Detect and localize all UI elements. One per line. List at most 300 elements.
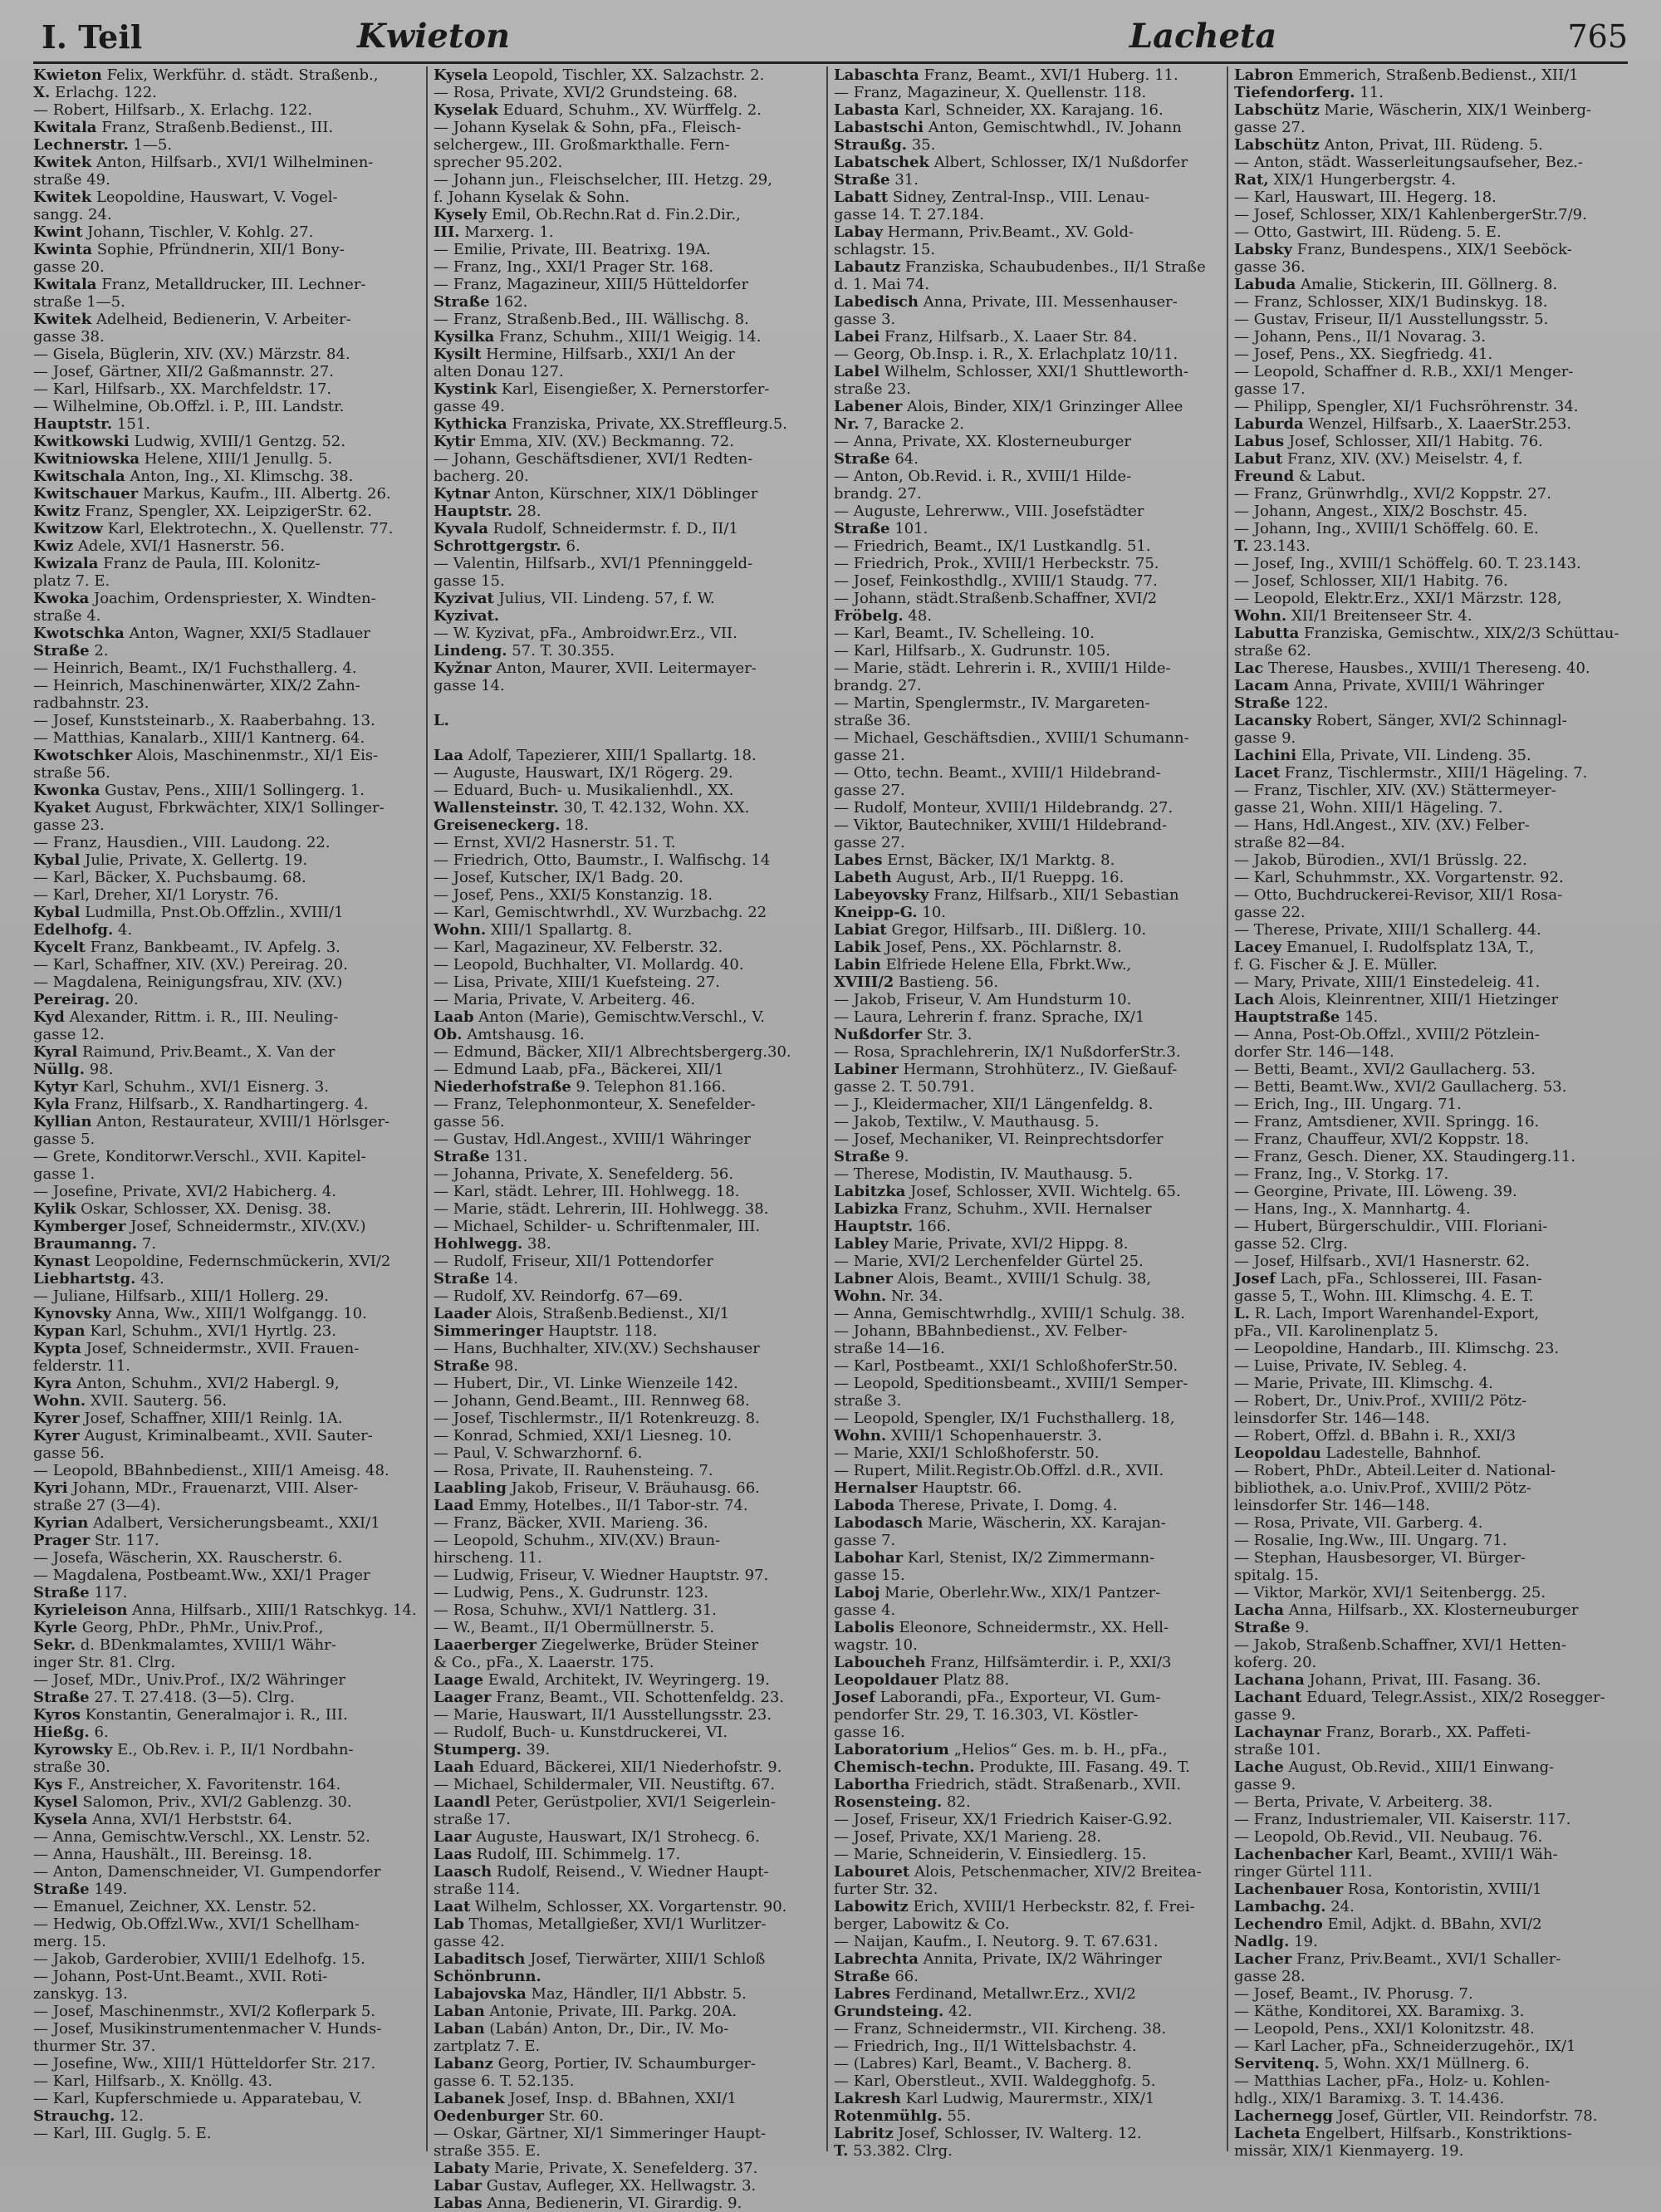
directory-entry-line: Labuda Amalie, Stickerin, III. Göllnerg. 8. <box>1234 276 1558 293</box>
directory-entry-line: brandg. 27. <box>834 485 922 503</box>
directory-entry-line: Straße 98. <box>434 1357 518 1375</box>
directory-entry-line: Lakresh Karl Ludwig, Maurermstr., XIX/1 <box>834 2090 1155 2107</box>
directory-entry-line: — Josefine, Ww., XIII/1 Hütteldorfer Str. 217. <box>33 2055 376 2072</box>
directory-entry-line: Kwotschka Anton, Wagner, XXI/5 Stadlauer <box>33 625 370 642</box>
directory-entry-line: — Edmund Laab, pFa., Bäckerei, XII/1 <box>434 1061 724 1078</box>
directory-entry-line: Lac Therese, Hausbes., XVIII/1 Thereseng. 40. <box>1234 660 1590 677</box>
directory-entry-line: — Josef, Friseur, XX/1 Friedrich Kaiser-G.92. <box>834 1811 1173 1828</box>
directory-entry-line: — Auguste, Hauswart, IX/1 Rögerg. 29. <box>434 764 733 782</box>
directory-entry-line: Lacet Franz, Tischlermstr., XIII/1 Hägeling. 7. <box>1234 764 1588 782</box>
directory-entry-line: Kymberger Josef, Schneidermstr., XIV.(XV.) <box>33 1218 366 1235</box>
directory-entry-line: — Josef, Maschinenmstr., XVI/2 Koflerpark 5. <box>33 2003 376 2020</box>
directory-entry-line: Kysel Salomon, Priv., XVI/2 Gablenzg. 30. <box>33 1793 352 1811</box>
part-label: I. Teil <box>42 18 143 56</box>
directory-entry-line: Labus Josef, Schlosser, XII/1 Habitg. 76. <box>1234 433 1543 450</box>
directory-entry-line: & Co., pFa., X. Laaerstr. 175. <box>434 1654 654 1671</box>
directory-entry-line: straße 27 (3—4). <box>33 1497 161 1514</box>
directory-entry-line: straße 14—16. <box>834 1340 945 1357</box>
directory-entry-line: — Franz, Amtsdiener, XVII. Springg. 16. <box>1234 1113 1540 1131</box>
directory-entry-line: Hauptstr. 151. <box>33 415 151 433</box>
directory-entry-line: straße 101. <box>1234 1741 1321 1758</box>
directory-entry-line: Kyros Konstantin, Generalmajor i. R., III. <box>33 1706 348 1724</box>
directory-entry-line: T. 53.382. Clrg. <box>834 2142 953 2160</box>
directory-entry-line: Liebhartstg. 43. <box>33 1270 164 1287</box>
guide-word-left: Kwieton <box>357 17 511 56</box>
directory-entry-line: — Josef, Private, XX/1 Marieng. 28. <box>834 1828 1102 1846</box>
directory-entry-line: — Heinrich, Maschinenwärter, XIX/2 Zahn- <box>33 677 360 694</box>
directory-entry-line: Wallensteinstr. 30, T. 42.132, Wohn. XX. <box>434 799 750 817</box>
directory-entry-line: — Jakob, Garderobier, XVIII/1 Edelhofg. 15. <box>33 1950 365 1968</box>
directory-entry-line: Straße 162. <box>434 293 528 311</box>
directory-entry-line: — Marie, Hauswart, II/1 Ausstellungsstr. 23. <box>434 1706 772 1724</box>
directory-entry-line: Straße 31. <box>834 171 919 189</box>
directory-entry-line: Wohn. XVIII/1 Schopenhauerstr. 3. <box>834 1427 1102 1444</box>
directory-entry-line: — Hubert, Dir., VI. Linke Wienzeile 142. <box>434 1375 738 1392</box>
directory-entry-line: Lindeng. 57. T. 30.355. <box>434 642 615 660</box>
directory-entry-line: Leopoldau Ladestelle, Bahnhof. <box>1234 1444 1482 1462</box>
directory-entry-line: — Franz, Ing., XXI/1 Prager Str. 168. <box>434 258 714 276</box>
directory-entry-line: — Karl, Postbeamt., XXI/1 SchloßhoferStr.50. <box>834 1357 1178 1375</box>
directory-entry-line: Kystink Karl, Eisengießer, X. Pernerstorfer- <box>434 380 770 398</box>
directory-entry-line: straße 36. <box>834 712 911 729</box>
directory-entry-line: ringer Gürtel 111. <box>1234 1863 1373 1881</box>
directory-entry-line: Nr. 7, Baracke 2. <box>834 415 965 433</box>
directory-entry-line: gasse 5. <box>33 1131 96 1148</box>
directory-entry-line: — Otto, techn. Beamt., XVIII/1 Hildebrand- <box>834 764 1161 782</box>
directory-entry-line: — Leopold, Buchhalter, VI. Mollardg. 40. <box>434 956 744 974</box>
directory-entry-line: — Rupert, Milit.Registr.Ob.Offzl. d.R., XVII. <box>834 1462 1164 1479</box>
directory-entry-line: selchergew., III. Großmarkthalle. Fern- <box>434 136 730 154</box>
directory-entry-line: — Karl, Hilfsarb., XX. Marchfeldstr. 17. <box>33 380 332 398</box>
directory-entry-line: — Johann, Angest., XIX/2 Boschstr. 45. <box>1234 503 1528 520</box>
directory-entry-line: straße 56. <box>33 764 110 782</box>
directory-entry-line: — Franz, Hausdien., VIII. Laudong. 22. <box>33 834 331 851</box>
directory-entry-line: Kysela Anna, XVI/1 Herbststr. 64. <box>33 1811 292 1828</box>
directory-entry-line: Labautz Franziska, Schaubudenbes., II/1 Straße <box>834 258 1206 276</box>
directory-entry-line: gasse 20. <box>33 258 105 276</box>
directory-entry-line: — W. Kyzivat, pFa., Ambroidwr.Erz., VII. <box>434 625 737 642</box>
directory-entry-line: Nußdorfer Str. 3. <box>834 1026 973 1043</box>
directory-entry-line: Hohlwegg. 38. <box>434 1235 551 1253</box>
directory-entry-line: — Viktor, Bautechniker, XVIII/1 Hildebrand- <box>834 817 1168 834</box>
directory-entry-line: — Rosa, Schuhw., XVI/1 Nattlerg. 31. <box>434 1601 717 1619</box>
directory-entry-line: Wohn. XVII. Sauterg. 56. <box>33 1392 228 1410</box>
directory-entry-line: Lachenbacher Karl, Beamt., XVIII/1 Wäh- <box>1234 1846 1558 1863</box>
directory-entry-line: — Otto, Gastwirt, III. Rüdeng. 5. E. <box>1234 223 1502 241</box>
directory-entry-line: — Martin, Spenglermstr., IV. Margareten- <box>834 694 1150 712</box>
directory-entry-line: — Josef, Kunststeinarb., X. Raaberbahng. 13. <box>33 712 375 729</box>
directory-entry-line: gasse 27. <box>834 782 905 799</box>
directory-entry-line: — Franz, Bäcker, XVII. Marieng. 36. <box>434 1514 708 1532</box>
directory-entry-line: Lab Thomas, Metallgießer, XVI/1 Wurlitzer- <box>434 1915 767 1933</box>
directory-entry-line: Laah Eduard, Bäckerei, XII/1 Niederhofstr. 9. <box>434 1758 782 1776</box>
directory-entry-line: Straße 66. <box>834 1968 919 1985</box>
directory-entry-line: Hießg. 6. <box>33 1724 109 1741</box>
directory-entry-line: Oedenburger Str. 60. <box>434 2107 604 2125</box>
directory-entry-line: Straße 149. <box>33 1881 128 1898</box>
directory-entry-line: Laage Ewald, Architekt, IV. Weyringerg. 19. <box>434 1671 770 1689</box>
header-rule <box>33 61 1628 64</box>
directory-entry-line: wagstr. 10. <box>834 1636 918 1654</box>
directory-entry-line: Labouret Alois, Petschenmacher, XIV/2 Breitea- <box>834 1863 1202 1881</box>
directory-entry-line: Straße 64. <box>834 450 919 468</box>
directory-entry-line: radbahnstr. 23. <box>33 694 149 712</box>
directory-entry-line: schlagstr. 15. <box>834 241 936 258</box>
directory-entry-line: gasse 3. <box>834 311 896 328</box>
directory-entry-line: Laboratorium „Helios“ Ges. m. b. H., pFa., <box>834 1741 1168 1758</box>
directory-entry-line: gasse 2. T. 50.791. <box>834 1078 975 1096</box>
directory-entry-line: Labitzka Josef, Schlosser, XVII. Wichtelg. 65. <box>834 1183 1181 1200</box>
directory-entry-line: — Rosa, Private, II. Rauhensteing. 7. <box>434 1462 713 1479</box>
directory-entry-line: — Johann jun., Fleischselcher, III. Hetzg. 29, <box>434 171 772 189</box>
directory-entry-line: Kwitala Franz, Metalldrucker, III. Lechner- <box>33 276 366 293</box>
directory-entry-line: — Stephan, Hausbesorger, VI. Bürger- <box>1234 1549 1526 1567</box>
directory-entry-line: — Josef, MDr., Univ.Prof., IX/2 Währinger <box>33 1671 345 1689</box>
directory-entry-line: Kwitniowska Helene, XIII/1 Jenullg. 5. <box>33 450 333 468</box>
directory-entry-line: Labay Hermann, Priv.Beamt., XV. Gold- <box>834 223 1134 241</box>
directory-entry-line: Kyrian Adalbert, Versicherungsbeamt., XXI/1 <box>33 1514 380 1532</box>
directory-entry-line: Prager Str. 117. <box>33 1532 159 1549</box>
directory-entry-line: Kyvala Rudolf, Schneidermstr. f. D., II/1 <box>434 520 738 537</box>
directory-entry-line: — Marie, XXI/1 Schloßhoferstr. 50. <box>834 1444 1100 1462</box>
directory-entry-line: Kneipp-G. 10. <box>834 904 947 921</box>
directory-entry-line: — Karl, Hauswart, III. Hegerg. 18. <box>1234 189 1497 206</box>
directory-entry-line: zanskyg. 13. <box>33 1985 128 2003</box>
directory-entry-line: — Johanna, Private, X. Senefelderg. 56. <box>434 1165 734 1183</box>
directory-entry-line: — Josef, Mechaniker, VI. Reinprechtsdorfer <box>834 1131 1164 1148</box>
directory-entry-line: Kwitek Anton, Hilfsarb., XVI/1 Wilhelminen- <box>33 154 374 171</box>
directory-entry-line: gasse 21, Wohn. XIII/1 Hägeling. 7. <box>1234 799 1503 817</box>
column-4 <box>1234 66 1620 2160</box>
directory-entry-line: Chemisch-techn. Produkte, III. Fasang. 49. T. <box>834 1758 1190 1776</box>
directory-entry-line: Nadlg. 19. <box>1234 1933 1318 1950</box>
directory-entry-line: Laaerberger Ziegelwerke, Brüder Steiner <box>434 1636 758 1654</box>
directory-entry-line: — Käthe, Konditorei, XX. Baramixg. 3. <box>1234 2003 1525 2020</box>
directory-entry-line: platz 7. E. <box>33 572 110 590</box>
directory-entry-line: — Oskar, Gärtner, XI/1 Simmeringer Haupt- <box>434 2125 767 2142</box>
directory-entry-line: gasse 22. <box>1234 904 1306 921</box>
directory-entry-line: Lacey Emanuel, I. Rudolfsplatz 13A, T., <box>1234 939 1535 956</box>
directory-entry-line: — Emilie, Private, III. Beatrixg. 19A. <box>434 241 711 258</box>
directory-entry-line: Labas Anna, Bedienerin, VI. Girardig. 9. <box>434 2195 742 2212</box>
directory-entry-line: Kwinta Sophie, Pfründnerin, XII/1 Bony- <box>33 241 345 258</box>
directory-entry-line: Nüllg. 98. <box>33 1061 114 1078</box>
directory-entry-line: — Betti, Beamt., XVI/2 Gaullacherg. 53. <box>1234 1061 1536 1078</box>
directory-entry-line: — Johann, Gend.Beamt., III. Rennweg 68. <box>434 1392 750 1410</box>
directory-entry-line: gasse 52. Clrg. <box>1234 1235 1348 1253</box>
directory-entry-line: — Karl, Kupferschmiede u. Apparatebau, V. <box>33 2090 362 2107</box>
directory-entry-line: Laat Wilhelm, Schlosser, XX. Vorgartenstr. 90. <box>434 1898 787 1915</box>
directory-entry-line: Kwitz Franz, Spengler, XX. LeipzigerStr. 62. <box>33 503 372 520</box>
directory-entry-line: — Laura, Lehrerin f. franz. Sprache, IX/1 <box>834 1008 1145 1026</box>
directory-entry-line: Labutta Franziska, Gemischtw., XIX/2/3 Schüttau- <box>1234 625 1619 642</box>
directory-entry-line: — Leopold, Pens., XXI/1 Kolonitzstr. 48. <box>1234 2020 1535 2038</box>
directory-entry-line: — Rosa, Sprachlehrerin, IX/1 NußdorferStr.3. <box>834 1043 1181 1061</box>
directory-entry-line: Lachaynar Franz, Borarb., XX. Paffeti- <box>1234 1724 1531 1741</box>
directory-entry-line: leinsdorfer Str. 146—148. <box>1234 1410 1430 1427</box>
directory-entry-line: Kwieton Felix, Werkführ. d. städt. Straßenb., <box>33 66 379 84</box>
directory-entry-line: Straße 2. <box>33 642 109 660</box>
directory-entry-line: Labaschta Franz, Beamt., XVI/1 Huberg. 11. <box>834 66 1178 84</box>
directory-entry-line: straße 49. <box>33 171 110 189</box>
directory-entry-line: — Josef, Pens., XXI/5 Konstanzig. 18. <box>434 886 713 904</box>
directory-entry-line: Labley Marie, Private, XVI/2 Hippg. 8. <box>834 1235 1129 1253</box>
directory-entry-line: gasse 36. <box>1234 258 1306 276</box>
directory-entry-line: Lachernegg Josef, Gürtler, VII. Reindorfstr. 78. <box>1234 2107 1598 2125</box>
directory-entry-line: — Rudolf, Monteur, XVIII/1 Hildebrandg. 27. <box>834 799 1173 817</box>
directory-entry-line: — Josef, Schlosser, XIX/1 KahlenbergerStr.7/9. <box>1234 206 1587 223</box>
directory-entry-line: — Friedrich, Otto, Baumstr., I. Walfischg. 14 <box>434 851 771 869</box>
directory-entry-line: — Friedrich, Beamt., IX/1 Lustkandlg. 51. <box>834 537 1151 555</box>
directory-entry-line: Kwitzow Karl, Elektrotechn., X. Quellenstr. 77. <box>33 520 394 537</box>
directory-entry-line: straße 1—5. <box>33 293 125 311</box>
directory-entry-line: Kwitschala Anton, Ing., XI. Klimschg. 38. <box>33 468 354 485</box>
directory-entry-line: — Robert, Hilfsarb., X. Erlachg. 122. <box>33 101 312 119</box>
directory-entry-line: Labrechta Annita, Private, IX/2 Währinger <box>834 1950 1162 1968</box>
directory-entry-line: — Leopold, Spengler, IX/1 Fuchsthallerg. 18, <box>834 1410 1175 1427</box>
directory-entry-line: — Josefine, Private, XVI/2 Habicherg. 4. <box>33 1183 337 1200</box>
directory-entry-line: — Anton, Damenschneider, VI. Gumpendorfer <box>33 1863 381 1881</box>
directory-entry-line: gasse 17. <box>1234 380 1306 398</box>
directory-entry-line: Labodasch Marie, Wäscherin, XX. Karajan- <box>834 1514 1166 1532</box>
directory-entry-line: — Ernst, XVI/2 Hasnerstr. 51. T. <box>434 834 676 851</box>
directory-entry-line: Labajovska Maz, Händler, II/1 Abbstr. 5. <box>434 1985 747 2003</box>
directory-entry-line: Kwitek Adelheid, Bedienerin, V. Arbeiter- <box>33 311 351 328</box>
directory-entry-line: Laager Franz, Beamt., VII. Schottenfeldg. 23. <box>434 1689 785 1706</box>
directory-entry-line: — Josef, Gärtner, XII/2 Gaßmannstr. 27. <box>33 363 334 380</box>
directory-entry-line: — Franz, Magazineur, XIII/5 Hütteldorfer <box>434 276 749 293</box>
directory-entry-line: — (Labres) Karl, Beamt., V. Bacherg. 8. <box>834 2055 1132 2072</box>
directory-entry-line: hirscheng. 11. <box>434 1549 542 1567</box>
directory-entry-line: — Leopold, Schuhm., XIV.(XV.) Braun- <box>434 1532 721 1549</box>
directory-entry-line: — Leopold, Elektr.Erz., XXI/1 Märzstr. 128, <box>1234 590 1562 607</box>
directory-entry-line: Kythicka Franziska, Private, XX.Streffleurg.5. <box>434 415 788 433</box>
directory-entry-line: — J., Kleidermacher, XII/1 Längenfeldg. 8. <box>834 1096 1154 1113</box>
directory-entry-line: Kyral Raimund, Priv.Beamt., X. Van der <box>33 1043 336 1061</box>
column-3 <box>834 66 1220 2160</box>
directory-entry-line: Laad Emmy, Hotelbes., II/1 Tabor-str. 74. <box>434 1497 748 1514</box>
directory-entry-line: Braumanng. 7. <box>33 1235 157 1253</box>
directory-entry-line: — Auguste, Lehrerww., VIII. Josefstädter <box>834 503 1144 520</box>
directory-entry-line: — Naijan, Kaufm., I. Neutorg. 9. T. 67.631. <box>834 1933 1159 1950</box>
directory-entry-line: Stumperg. 39. <box>434 1741 551 1758</box>
column-divider <box>426 66 428 2151</box>
directory-entry-line: X. Erlachg. 122. <box>33 84 157 101</box>
directory-entry-line: — Franz, Schneidermstr., VII. Kircheng. 38. <box>834 2020 1167 2038</box>
directory-entry-line: straße 62. <box>1234 642 1311 660</box>
directory-entry-line: — Georgine, Private, III. Löweng. 39. <box>1234 1183 1517 1200</box>
directory-entry-line: — Anna, Haushält., III. Bereinsg. 18. <box>33 1846 312 1863</box>
column-2 <box>434 66 820 2212</box>
directory-entry-line: Laandl Peter, Gerüstpolier, XVI/1 Seigerlein- <box>434 1793 776 1811</box>
directory-entry-line: — Jakob, Bürodien., XVI/1 Brüsslg. 22. <box>1234 851 1527 869</box>
directory-entry-line: Laar Auguste, Hauswart, IX/1 Strohecg. 6. <box>434 1828 760 1846</box>
directory-entry-line: Kyrer August, Kriminalbeamt., XVII. Sauter- <box>33 1427 373 1444</box>
directory-entry-line: — Karl, Hilfsarb., X. Gudrunstr. 105. <box>834 642 1110 660</box>
directory-entry-line: Laab Anton (Marie), Gemischtw.Verschl., V. <box>434 1008 765 1026</box>
directory-entry-line: Kwint Johann, Tischler, V. Kohlg. 27. <box>33 223 314 241</box>
columns-container <box>33 66 1628 2212</box>
directory-entry-line: — Viktor, Markör, XVI/1 Seitenbergg. 25. <box>1234 1584 1546 1601</box>
directory-entry-line: — Friedrich, Ing., II/1 Wittelsbachstr. 4. <box>834 2038 1137 2055</box>
directory-entry-line: — Magdalena, Reinigungsfrau, XIV. (XV.) <box>33 974 343 991</box>
directory-entry-line: dorfer Str. 146—148. <box>1234 1043 1394 1061</box>
directory-entry-line: — Leopold, BBahnbedienst., XIII/1 Ameisg. 48. <box>33 1462 390 1479</box>
directory-entry-line: — Marie, Schneiderin, V. Einsiedlerg. 15. <box>834 1846 1147 1863</box>
directory-entry-line: Laboda Therese, Private, I. Domg. 4. <box>834 1497 1118 1514</box>
directory-entry-line: — Anna, Gemischtw.Verschl., XX. Lenstr. 52. <box>33 1828 370 1846</box>
directory-entry-line: Kysela Leopold, Tischler, XX. Salzachstr. 2. <box>434 66 765 84</box>
directory-entry-line: pFa., VII. Karolinenplatz 5. <box>1234 1322 1438 1340</box>
directory-entry-line: Kyzivat. <box>434 607 500 625</box>
directory-entry-line <box>434 694 820 712</box>
directory-entry-line: Kyd Alexander, Rittm. i. R., III. Neuling- <box>33 1008 339 1026</box>
directory-entry-line: Labizka Franz, Schuhm., XVII. Hernalser <box>834 1200 1152 1218</box>
directory-entry-line: — Matthias Lacher, pFa., Holz- u. Kohlen- <box>1234 2072 1551 2090</box>
directory-entry-line: — Rudolf, XV. Reindorfg. 67—69. <box>434 1287 684 1305</box>
directory-entry-line: Kwizala Franz de Paula, III. Kolonitz- <box>33 555 321 572</box>
directory-entry-line: Rotenmühlg. 55. <box>834 2107 972 2125</box>
directory-entry-line: alten Donau 127. <box>434 363 564 380</box>
directory-entry-line: Labedisch Anna, Private, III. Messenhauser- <box>834 293 1178 311</box>
directory-entry-line: — Michael, Geschäftsdien., XVIII/1 Schumann- <box>834 729 1189 747</box>
directory-entry-line: Kybal Julie, Private, X. Gellertg. 19. <box>33 851 308 869</box>
directory-entry-line: Servitenq. 5, Wohn. XX/1 Müllnerg. 6. <box>1234 2055 1530 2072</box>
directory-entry-line: Labschütz Marie, Wäscherin, XIX/1 Weinberg- <box>1234 101 1592 119</box>
directory-entry-line: bibliothek, a.o. Univ.Prof., XVIII/2 Pötz- <box>1234 1479 1531 1497</box>
directory-entry-line: Kwiz Adele, XVI/1 Hasnerstr. 56. <box>33 537 285 555</box>
directory-entry-line: — Rudolf, Friseur, XII/1 Pottendorfer <box>434 1253 713 1270</box>
directory-entry-line: Lacheta Engelbert, Hilfsarb., Konstriktions- <box>1234 2125 1572 2142</box>
directory-entry-line: Kyžnar Anton, Maurer, XVII. Leitermayer- <box>434 660 757 677</box>
directory-entry-line: Straße 14. <box>434 1270 518 1287</box>
directory-entry-line: — Rudolf, Buch- u. Kunstdruckerei, VI. <box>434 1724 728 1741</box>
directory-entry-line: — Johann, Geschäftsdiener, XVI/1 Redten- <box>434 450 753 468</box>
directory-entry-line: merg. 15. <box>33 1933 106 1950</box>
directory-entry-line: Labei Franz, Hilfsarb., X. Laaer Str. 84. <box>834 328 1138 346</box>
directory-entry-line: Labeyovsky Franz, Hilfsarb., XII/1 Sebastian <box>834 886 1179 904</box>
directory-entry-line: Kyselak Eduard, Schuhm., XV. Würffelg. 2. <box>434 101 762 119</box>
directory-entry-line: — Emanuel, Zeichner, XX. Lenstr. 52. <box>33 1898 317 1915</box>
directory-entry-line: gasse 56. <box>434 1113 505 1131</box>
directory-entry-line: straße 17. <box>434 1811 511 1828</box>
directory-entry-line: — Josefa, Wäscherin, XX. Rauscherstr. 6. <box>33 1549 343 1567</box>
directory-entry-line: Kwitschauer Markus, Kaufm., III. Albertg. 26. <box>33 485 391 503</box>
directory-entry-line: straße 23. <box>834 380 911 398</box>
directory-entry-line: — Josef, Schlosser, XII/1 Habitg. 76. <box>1234 572 1508 590</box>
directory-entry-line: Kynast Leopoldine, Federnschmückerin, XVI/2 <box>33 1253 391 1270</box>
directory-entry-line: Labron Emmerich, Straßenb.Bedienst., XII/1 <box>1234 66 1579 84</box>
directory-entry-line: gasse 23. <box>33 817 105 834</box>
directory-entry-line: Labeth August, Arb., II/1 Rueppg. 16. <box>834 869 1124 886</box>
directory-entry-line: Straße 101. <box>834 520 928 537</box>
directory-entry-line: Labiat Gregor, Hilfsarb., III. Dißlerg. 10. <box>834 921 1147 939</box>
directory-entry-line: — Johann, Ing., XVIII/1 Schöffelg. 60. E. <box>1234 520 1539 537</box>
directory-entry-line: Straße 27. T. 27.418. (3—5). Clrg. <box>33 1689 295 1706</box>
directory-entry-line: Kyri Johann, MDr., Frauenarzt, VIII. Alser- <box>33 1479 359 1497</box>
directory-entry-line: Schönbrunn. <box>434 1968 541 1985</box>
directory-entry-line: Labortha Friedrich, städt. Straßenarb., XVII. <box>834 1776 1182 1793</box>
directory-entry-line: Labanek Josef, Insp. d. BBahnen, XXI/1 <box>434 2090 737 2107</box>
page-header <box>25 12 1636 58</box>
directory-entry-line: gasse 9. <box>1234 729 1296 747</box>
directory-entry-line: — Karl, Oberstleut., XVII. Waldegghofg. 5. <box>834 2072 1156 2090</box>
directory-entry-line: — Anna, Private, XX. Klosterneuburger <box>834 433 1131 450</box>
directory-entry-line: Labes Ernst, Bäcker, IX/1 Marktg. 8. <box>834 851 1115 869</box>
directory-entry-line: Laban Antonie, Private, III. Parkg. 20A. <box>434 2003 737 2020</box>
directory-entry-line: Labin Elfriede Helene Ella, Fbrkt.Ww., <box>834 956 1132 974</box>
directory-entry-line: Labres Ferdinand, Metallwr.Erz., XVI/2 <box>834 1985 1136 2003</box>
directory-entry-line: gasse 42. <box>434 1933 505 1950</box>
directory-entry-line: — Maria, Private, V. Arbeiterg. 46. <box>434 991 696 1008</box>
directory-entry-line: Straße 122. <box>1234 694 1329 712</box>
directory-entry-line: — Heinrich, Beamt., IX/1 Fuchsthallerg. 4. <box>33 660 357 677</box>
directory-entry-line: Kyzivat Julius, VII. Lindeng. 57, f. W. <box>434 590 715 607</box>
directory-entry-line: Lacansky Robert, Sänger, XVI/2 Schinnagl- <box>1234 712 1567 729</box>
directory-entry-line: Hauptstraße 145. <box>1234 1008 1379 1026</box>
directory-entry-line: Lache August, Ob.Revid., XIII/1 Einwang- <box>1234 1758 1555 1776</box>
directory-entry-line: Lambachg. 24. <box>1234 1898 1355 1915</box>
directory-entry-line: — Karl, Beamt., IV. Schelleing. 10. <box>834 625 1095 642</box>
directory-entry-line: gasse 7. <box>834 1532 896 1549</box>
directory-entry-line: Pereirag. 20. <box>33 991 139 1008</box>
directory-entry-line: straße 82—84. <box>1234 834 1345 851</box>
directory-entry-line: — Magdalena, Postbeamt.Ww., XXI/1 Prager <box>33 1567 370 1584</box>
directory-entry-line: — Lisa, Private, XIII/1 Kuefsteing. 27. <box>434 974 720 991</box>
directory-entry-line: — Josef, Feinkosthdlg., XVIII/1 Staudg. 77. <box>834 572 1158 590</box>
directory-entry-line: Lachant Eduard, Telegr.Assist., XIX/2 Rosegger- <box>1234 1689 1605 1706</box>
directory-entry-line: Labsky Franz, Bundespens., XIX/1 Seeböck- <box>1234 241 1572 258</box>
directory-entry-line: gasse 9. <box>1234 1776 1296 1793</box>
directory-entry-line: Rosensteing. 82. <box>834 1793 971 1811</box>
directory-entry-line: — Mary, Private, XIII/1 Einstedeleig. 41. <box>1234 974 1541 991</box>
directory-entry-line: Kwitala Franz, Straßenb.Bedienst., III. <box>33 119 334 136</box>
directory-entry-line: Lachana Johann, Privat, III. Fasang. 36. <box>1234 1671 1541 1689</box>
directory-entry-line: T. 23.143. <box>1234 537 1311 555</box>
directory-entry-line: — Karl, III. Guglg. 5. E. <box>33 2125 212 2142</box>
directory-entry-line: Lacher Franz, Priv.Beamt., XVI/1 Schaller- <box>1234 1950 1561 1968</box>
directory-entry-line: Sekr. d. BDenkmalamtes, XVIII/1 Währ- <box>33 1636 336 1654</box>
directory-entry-line: gasse 38. <box>33 328 105 346</box>
directory-entry-line: Wohn. XII/1 Breitenseer Str. 4. <box>1234 607 1472 625</box>
directory-entry-line: Kysilka Franz, Schuhm., XIII/1 Weigig. 14. <box>434 328 762 346</box>
directory-entry-line: f. G. Fischer & J. E. Müller. <box>1234 956 1438 974</box>
directory-entry-line: — Gustav, Hdl.Angest., XVIII/1 Währinger <box>434 1131 751 1148</box>
directory-entry-line: Labaty Marie, Private, X. Senefelderg. 37. <box>434 2160 758 2177</box>
directory-entry-line: XVIII/2 Bastieng. 56. <box>834 974 999 991</box>
directory-entry-line: — Leopold, Ob.Revid., VII. Neubaug. 76. <box>1234 1828 1543 1846</box>
directory-entry-line: — Marie, städt. Lehrerin i. R., XVIII/1 Hilde- <box>834 660 1171 677</box>
directory-entry-line: Josef Laborandi, pFa., Exporteur, VI. Gum- <box>834 1689 1161 1706</box>
column-divider <box>826 66 828 2151</box>
directory-entry-line: — Otto, Buchdruckerei-Revisor, XII/1 Rosa- <box>1234 886 1563 904</box>
directory-entry-line: — Josef, Kutscher, IX/1 Badg. 20. <box>434 869 684 886</box>
directory-entry-line: — Michael, Schilder- u. Schriftenmaler, III. <box>434 1218 761 1235</box>
directory-entry-line: Straußg. 35. <box>834 136 936 154</box>
directory-entry-line: — Edmund, Bäcker, XII/1 Albrechtsbergerg.30. <box>434 1043 791 1061</box>
directory-entry-line: Kwitkowski Ludwig, XVIII/1 Gentzg. 52. <box>33 433 345 450</box>
directory-entry-line: Kwoka Joachim, Ordenspriester, X. Windten- <box>33 590 376 607</box>
directory-entry-line: — Erich, Ing., III. Ungarg. 71. <box>1234 1096 1462 1113</box>
directory-entry-line: Labatt Sidney, Zentral-Insp., VIII. Lenau- <box>834 189 1150 206</box>
directory-entry-line: gasse 4. <box>834 1601 896 1619</box>
directory-entry-line: Kynovsky Anna, Ww., XIII/1 Wolfgangg. 10. <box>33 1305 367 1322</box>
directory-entry-line: — Gisela, Büglerin, XIV. (XV.) Märzstr. 84. <box>33 346 350 363</box>
directory-entry-line: Labar Gustav, Aufleger, XX. Hellwagstr. 3. <box>434 2177 757 2195</box>
directory-entry-line: — Johann, Pens., II/1 Novarag. 3. <box>1234 328 1487 346</box>
directory-entry-line: — Gustav, Friseur, II/1 Ausstellungsstr. 5. <box>1234 311 1549 328</box>
directory-entry-line <box>434 729 820 747</box>
